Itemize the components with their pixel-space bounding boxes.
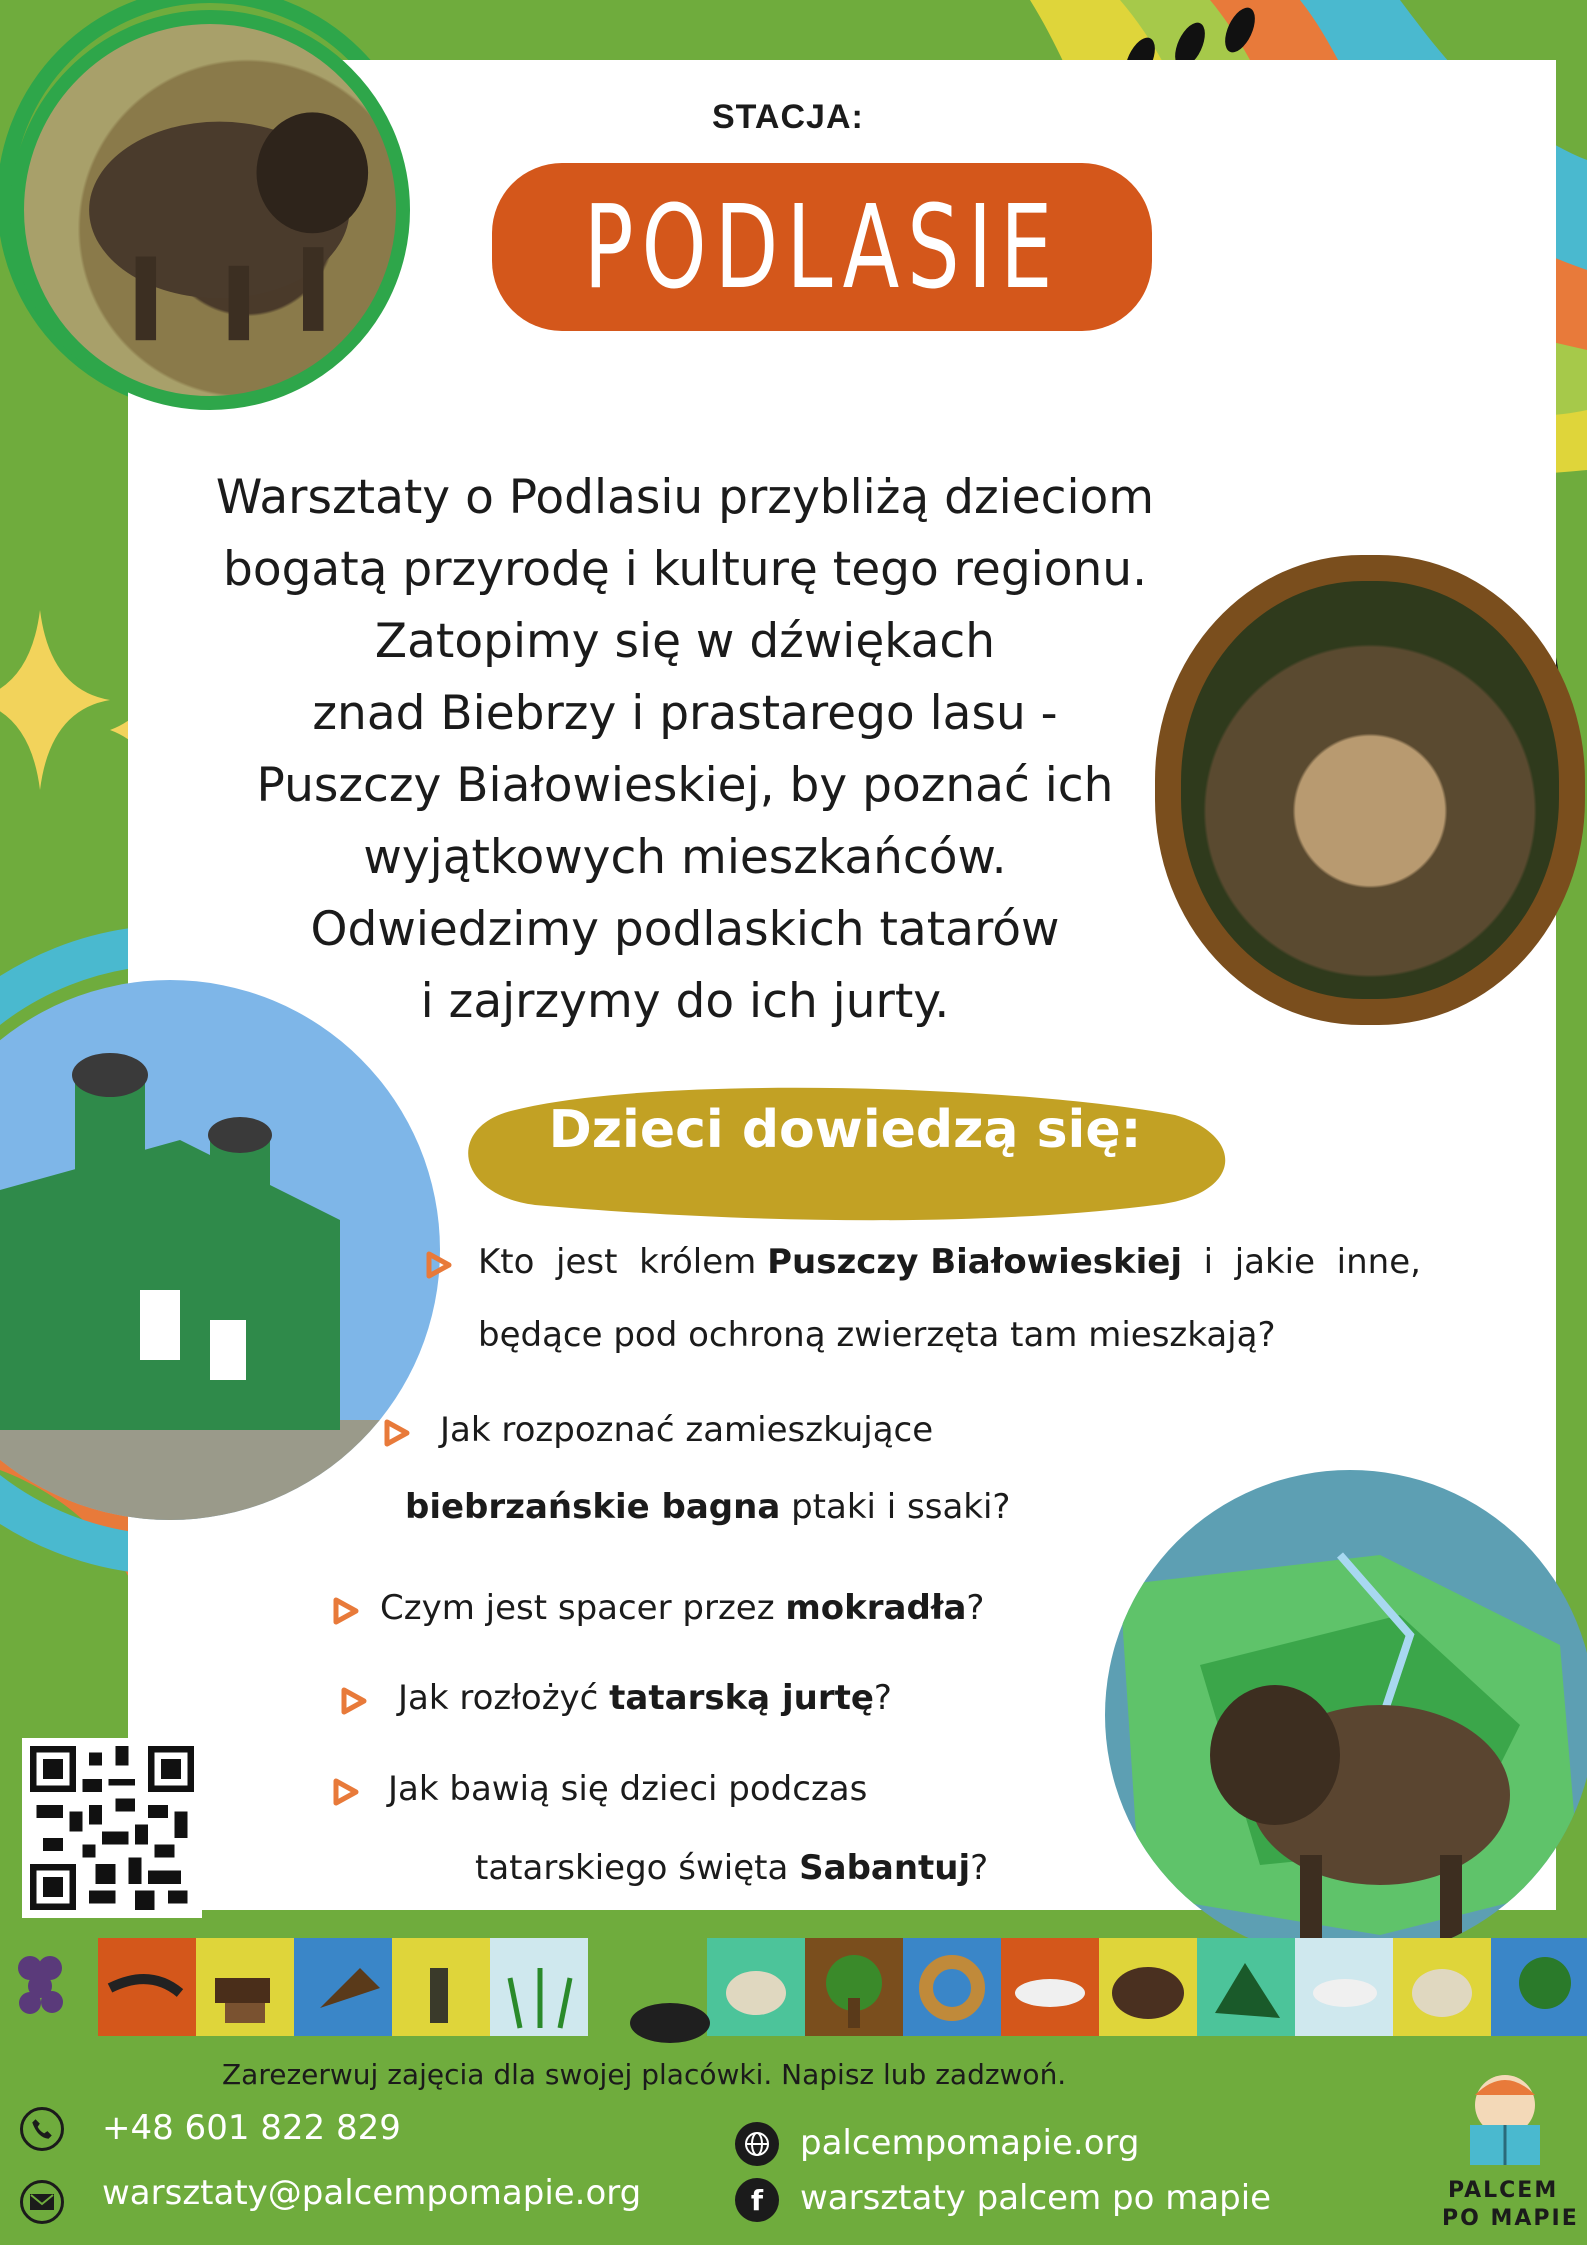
- question-2-line-1: Jak rozpoznać zamieszkujące: [440, 1410, 934, 1450]
- triangle-bullet-icon: [332, 1596, 360, 1626]
- intro-line: Warsztaty o Podlasiu przybliżą dzieciom: [215, 470, 1155, 525]
- map-bison-illustration: [1080, 1465, 1587, 1965]
- email-address[interactable]: warsztaty@palcempomapie.org: [102, 2173, 642, 2213]
- title-badge: [492, 163, 1152, 331]
- logo-text-line-2: PO MAPIE: [1442, 2206, 1579, 2231]
- intro-line: Zatopimy się w dźwiękach: [374, 614, 996, 669]
- triangle-bullet-icon: [383, 1418, 411, 1448]
- intro-line: Odwiedzimy podlaskich tatarów: [310, 902, 1060, 957]
- globe-icon: [735, 2122, 779, 2166]
- phone-icon: [20, 2107, 64, 2151]
- intro-line: znad Biebrzy i prastarego lasu -: [312, 686, 1058, 741]
- question-3: Czym jest spacer przez mokradła?: [380, 1588, 985, 1628]
- reserve-text: Zarezerwuj zajęcia dla swojej placówki. Napisz lub zadzwoń.: [222, 2058, 1067, 2091]
- logo-mascot-icon: [1450, 2060, 1560, 2170]
- triangle-bullet-icon: [340, 1686, 368, 1716]
- question-5-line-1: Jak bawią się dzieci podczas: [388, 1769, 868, 1809]
- bison-photo: [10, 10, 410, 410]
- triangle-bullet-icon: [425, 1250, 453, 1280]
- tile-images: [0, 1938, 1587, 2048]
- page-title: PODLASIE: [583, 180, 1061, 314]
- intro-text: [150, 462, 1220, 1038]
- website-link[interactable]: palcempomapie.org: [800, 2123, 1140, 2163]
- question-4: Jak rozłożyć tatarską jurtę?: [398, 1678, 892, 1718]
- facebook-icon: f: [735, 2178, 779, 2222]
- phone-number[interactable]: +48 601 822 829: [102, 2108, 401, 2148]
- facebook-link[interactable]: warsztaty palcem po mapie: [800, 2178, 1272, 2218]
- station-label: STACJA:: [712, 98, 864, 136]
- question-2-line-2: biebrzańskie bagna ptaki i ssaki?: [405, 1487, 1011, 1527]
- mail-icon: [20, 2180, 64, 2224]
- qr-code[interactable]: [22, 1738, 202, 1918]
- intro-line: bogatą przyrodę i kulturę tego regionu.: [222, 542, 1148, 597]
- question-1-line-2: będące pod ochroną zwierzęta tam mieszkają?: [478, 1315, 1276, 1355]
- intro-line: wyjątkowych mieszkańców.: [363, 830, 1007, 885]
- learn-heading: Dzieci dowiedzą się:: [548, 1100, 1142, 1160]
- question-5-line-2: tatarskiego święta Sabantuj?: [475, 1848, 989, 1888]
- logo-text-line-1: PALCEM: [1448, 2178, 1559, 2203]
- intro-line: i zajrzymy do ich jurty.: [420, 974, 950, 1029]
- question-1-line-1: Kto jest królem Puszczy Białowieskiej i jakie inne,: [478, 1242, 1421, 1282]
- intro-line: Puszczy Białowieskiej, by poznać ich: [256, 758, 1114, 813]
- triangle-bullet-icon: [332, 1777, 360, 1807]
